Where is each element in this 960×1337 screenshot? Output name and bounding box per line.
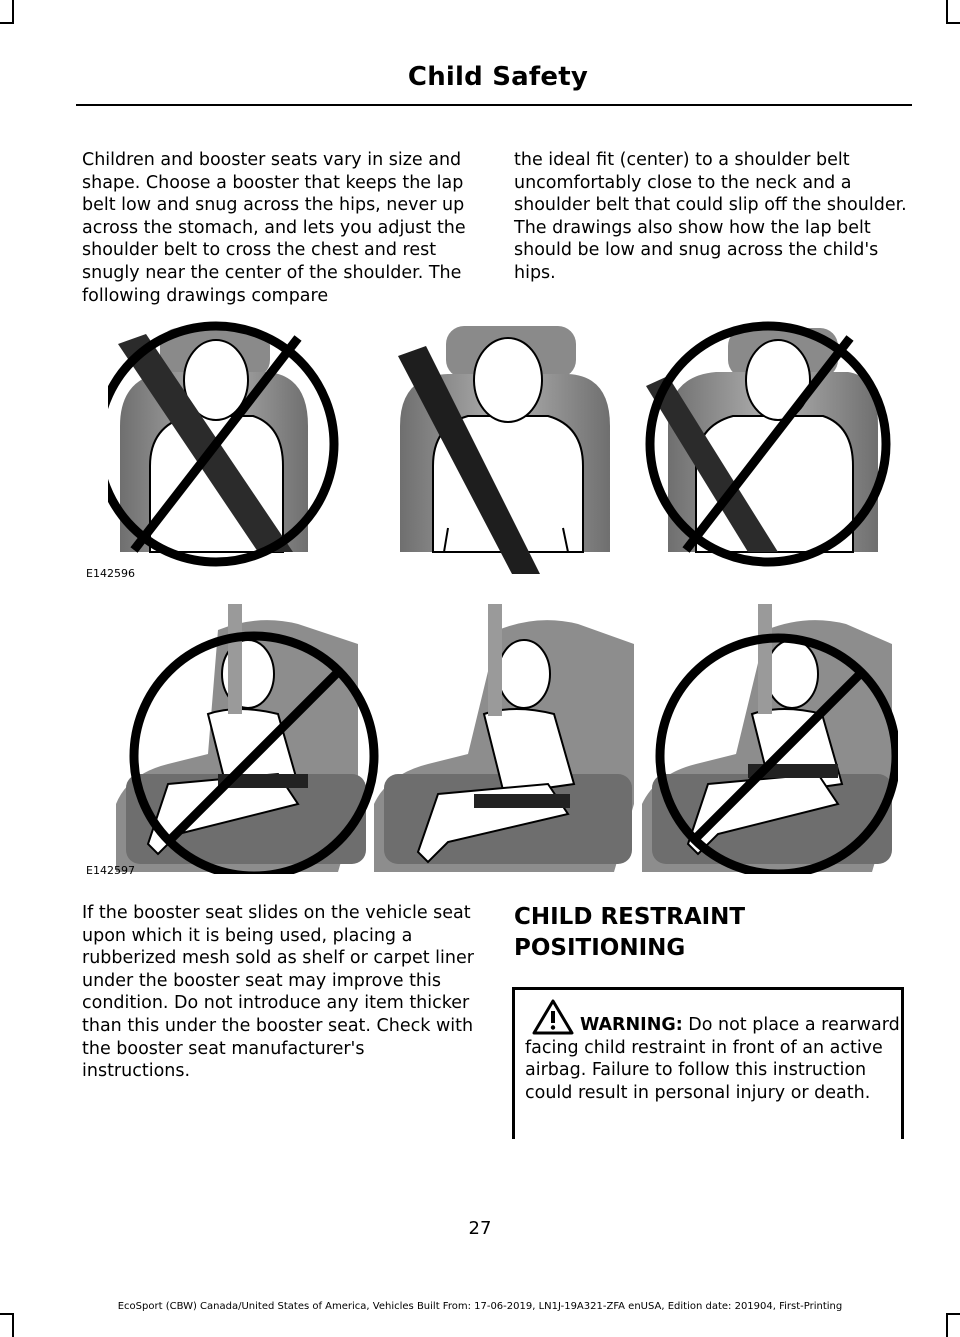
crop-mark — [0, 22, 14, 24]
booster-slide-paragraph: If the booster seat slides on the vehicle seat upon which it is being used, placing a rubberized mesh sold as shelf or carpet liner under the booster seat may improve this condition. Do not introduce any item thicker than this under the booster seat. Check with the booster seat manufacturer's instructions. — [82, 903, 474, 1082]
crop-mark — [946, 1313, 960, 1315]
warning-box — [512, 987, 904, 1139]
intro-paragraph-right: the ideal fit (center) to a shoulder belt uncomfortably close to the neck and a shoulder belt that could slip off the shoulder. The drawings also show how the lap belt should be low and snug across the child's hips. — [514, 150, 907, 283]
footer-text: EcoSport (CBW) Canada/United States of America, Vehicles Built From: 17-06-2019, LN1J-19A321-ZFA enUSA, Edition date: 201904, First-Printing — [117, 1301, 843, 1312]
belt-correct-fit-drawing — [398, 326, 610, 574]
shoulder-belt-figure — [108, 316, 898, 574]
crop-mark — [946, 22, 960, 24]
crop-mark — [0, 1313, 14, 1315]
warning-text — [525, 1014, 901, 1104]
page-number: 27 — [468, 1218, 492, 1239]
crop-mark — [946, 1313, 948, 1337]
warning-body: Do not place a rearward facing child restraint in front of an active airbag. Failure to follow this instruction could result in personal injury or death. — [525, 1015, 900, 1103]
section-title — [514, 902, 910, 964]
lap-belt-too-high-drawing — [116, 604, 366, 872]
page-title: Child Safety — [407, 62, 588, 92]
figure-label: E142596 — [86, 567, 135, 580]
crop-mark — [946, 0, 948, 24]
lap-belt-figure — [108, 604, 898, 874]
intro-paragraph-left: Children and booster seats vary in size and shape. Choose a booster that keeps the lap belt low and snug across the hips, never up across the stomach, and lets you adjust the shoulder belt to cross the chest and rest snugly near the center of the shoulder. The following drawings compare — [82, 150, 466, 306]
warning-label: WARNING: — [580, 1015, 683, 1035]
lap-belt-too-high-drawing — [642, 604, 892, 872]
figure-label: E142597 — [86, 864, 135, 877]
crop-mark — [12, 0, 14, 24]
lap-belt-correct-fit-drawing — [374, 604, 634, 872]
header-rule — [76, 104, 912, 106]
section-title-line: CHILD RESTRAINT — [514, 904, 746, 930]
crop-mark — [12, 1313, 14, 1337]
section-title-line: POSITIONING — [514, 935, 686, 961]
